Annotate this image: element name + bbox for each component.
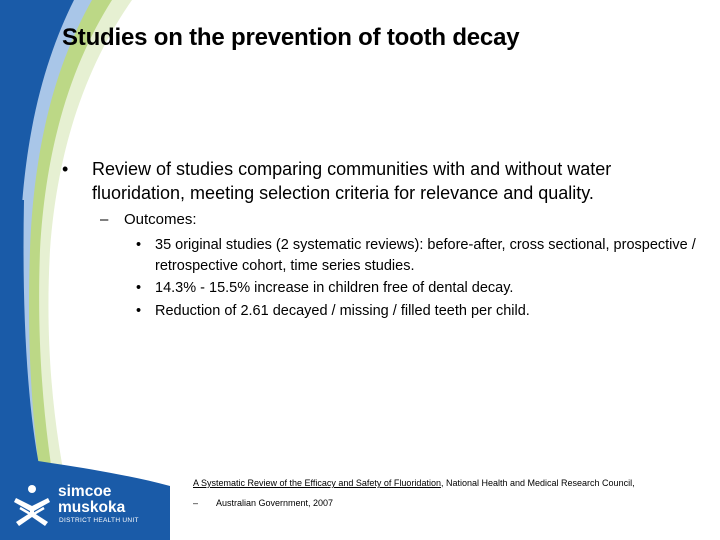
reference-source: , National Health and Medical Research Council, bbox=[440, 478, 635, 488]
bullet-marker: • bbox=[136, 237, 142, 253]
logo-text-subtitle: DISTRICT HEALTH UNIT bbox=[59, 517, 139, 524]
bullet-level1-text: Review of studies comparing communities with and without water fluoridation, meeting selection criteria for relevance and quality. bbox=[92, 159, 612, 203]
reference-publisher: Australian Government, 2007 bbox=[216, 498, 334, 508]
list-item bbox=[136, 235, 696, 276]
list-item-text: 35 original studies (2 systematic reviews): before-after, cross sectional, prospective / retrospective cohort, time series studies. bbox=[155, 237, 696, 274]
bullet-marker: • bbox=[62, 159, 69, 179]
slide-title: Studies on the prevention of tooth decay bbox=[62, 24, 520, 51]
logo-text-simcoe: simcoe bbox=[58, 483, 112, 500]
bullet-marker: • bbox=[136, 302, 142, 319]
bullet-marker: • bbox=[136, 280, 142, 296]
bullet-level2 bbox=[100, 211, 197, 228]
logo-text-muskoka: muskoka bbox=[58, 499, 126, 516]
bullet-level2-text: Outcomes: bbox=[124, 211, 197, 228]
list-item bbox=[136, 301, 696, 322]
dash-marker: – bbox=[193, 498, 199, 508]
list-item-text: 14.3% - 15.5% increase in children free of dental decay. bbox=[155, 280, 514, 296]
people-logo-icon bbox=[12, 484, 52, 528]
bullet-level3-list bbox=[136, 235, 696, 323]
logo bbox=[12, 482, 162, 530]
bullet-level1 bbox=[62, 157, 692, 205]
reference-line bbox=[193, 478, 635, 488]
reference-link[interactable]: A Systematic Review of the Efficacy and Safety of Fluoridation bbox=[193, 478, 441, 488]
list-item bbox=[136, 278, 696, 299]
list-item-text: Reduction of 2.61 decayed / missing / filled teeth per child. bbox=[155, 302, 530, 319]
dash-marker: – bbox=[100, 211, 109, 228]
reference-line-2 bbox=[193, 498, 333, 508]
